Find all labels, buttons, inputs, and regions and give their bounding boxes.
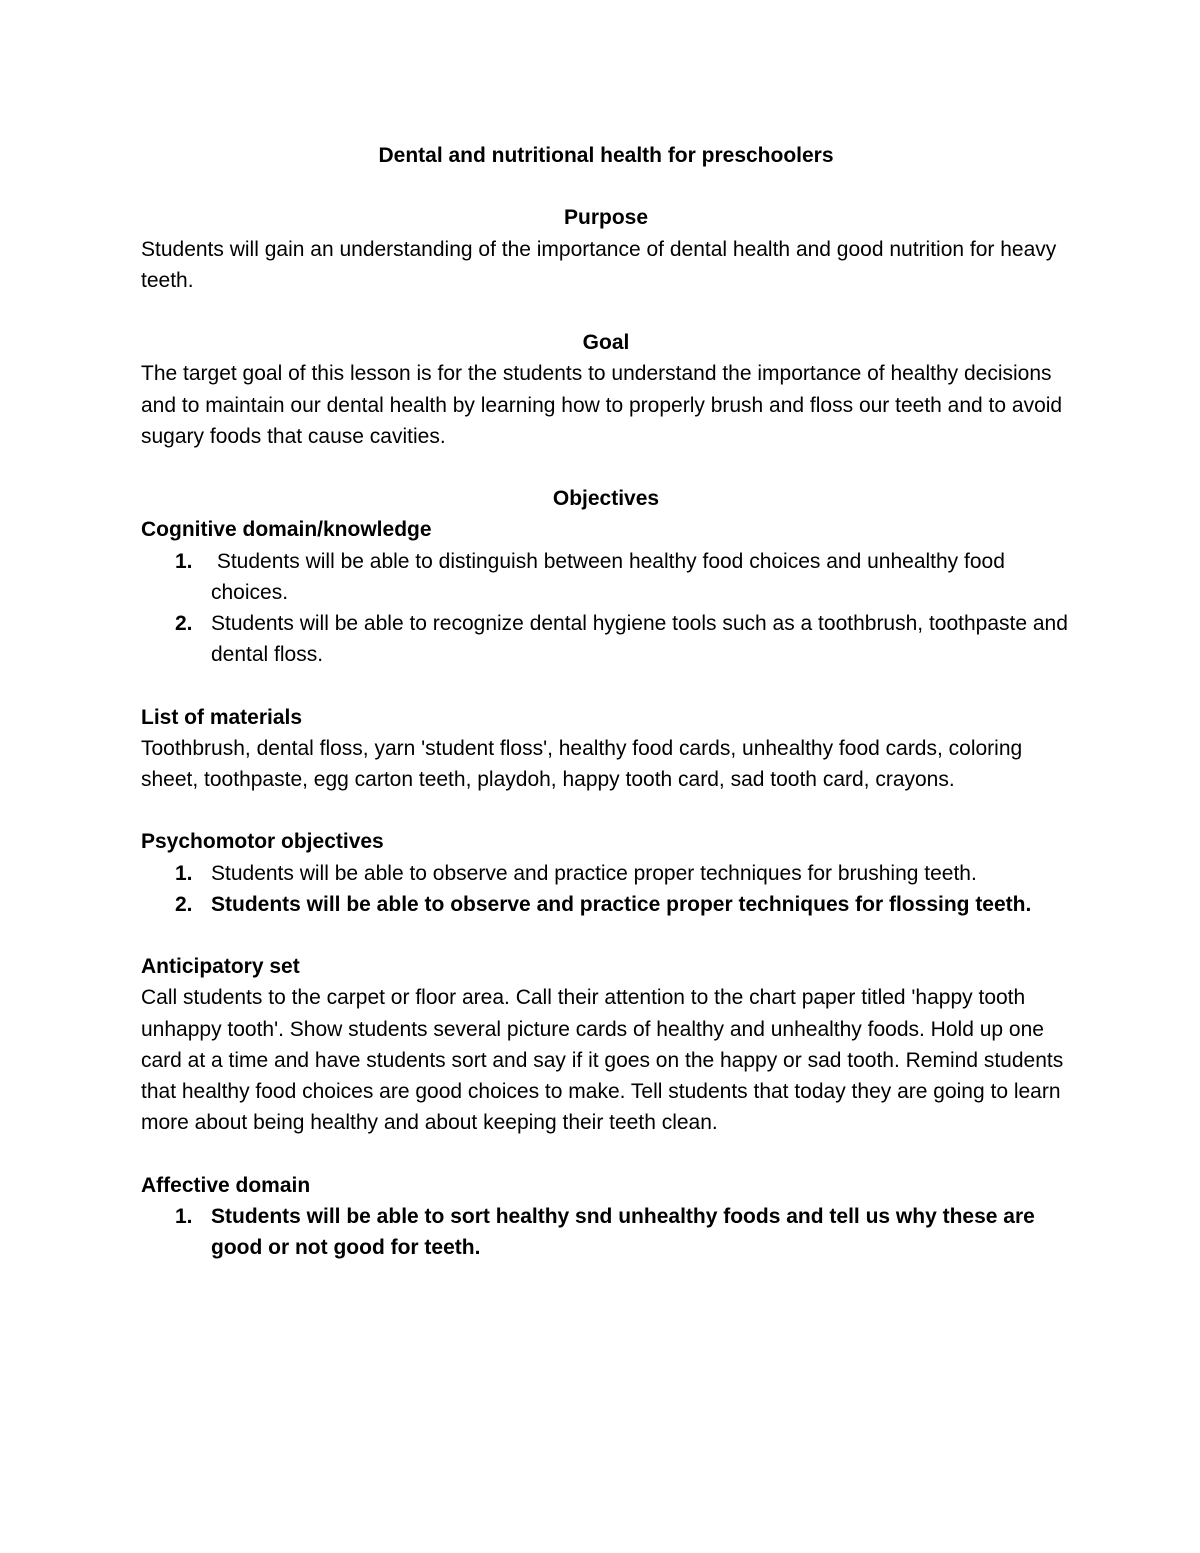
list-item — [141, 858, 1071, 889]
affective-heading: Affective domain — [141, 1173, 311, 1197]
list-item-text: Students will be able to distinguish between healthy food choices and unhealthy food choices. — [211, 549, 1011, 604]
goal-heading: Goal — [582, 331, 630, 355]
anticipatory-heading: Anticipatory set — [141, 955, 300, 979]
spacer — [141, 670, 1071, 701]
list-item-text: Students will be able to recognize dental hygiene tools such as a toothbrush, toothpaste and dental floss. — [211, 612, 1068, 667]
document-title: Dental and nutritional health for preschoolers — [378, 144, 834, 167]
purpose-heading: Purpose — [563, 206, 649, 230]
materials-heading: List of materials — [141, 705, 303, 729]
cognitive-list — [141, 546, 1071, 671]
list-item — [141, 889, 1071, 920]
document-content — [141, 140, 1071, 1263]
spacer — [141, 171, 1071, 202]
objectives-heading: Objectives — [552, 487, 660, 511]
spacer — [141, 795, 1071, 826]
list-item-text: Students will be able to observe and practice proper techniques for flossing teeth. — [211, 892, 1032, 916]
spacer — [141, 452, 1071, 483]
list-item — [141, 546, 1071, 608]
list-item-text: Students will be able to observe and practice proper techniques for brushing teeth. — [211, 861, 977, 885]
list-item — [141, 1201, 1071, 1263]
spacer — [141, 920, 1071, 951]
list-number: 2. — [175, 892, 193, 916]
list-number: 2. — [175, 612, 193, 635]
list-number: 1. — [175, 1204, 193, 1228]
list-number: 1. — [175, 861, 193, 885]
spacer — [141, 1138, 1071, 1169]
goal-text: The target goal of this lesson is for the students to understand the importance of healthy decisions and to maintain our dental health by learning how to properly brush and floss our teeth and to avoid sugary foods that cause cavities. — [141, 362, 1063, 448]
list-number: 1. — [175, 549, 193, 573]
list-item-text: Students will be able to sort healthy snd unhealthy foods and tell us why these are good or not good for teeth. — [211, 1204, 1035, 1259]
psychomotor-list — [141, 858, 1071, 920]
cognitive-heading: Cognitive domain/knowledge — [141, 518, 432, 542]
psychomotor-heading: Psychomotor objectives — [141, 830, 384, 854]
list-item — [141, 608, 1071, 670]
spacer — [141, 296, 1071, 327]
materials-text: Toothbrush, dental floss, yarn 'student floss', healthy food cards, unhealthy food cards, coloring sheet, toothpaste, egg carton teeth, playdoh, happy tooth card, sad tooth card, crayons. — [141, 736, 1023, 791]
affective-list — [141, 1201, 1071, 1263]
anticipatory-text: Call students to the carpet or floor area. Call their attention to the chart paper titled 'happy tooth unhappy tooth'. Show students several picture cards of healthy and unhealthy foods. Hold up one card at a time and have students sort and say if it goes on the happy or sad tooth. Remind students that healthy food choices are good choices to make. Tell students that today they are going to learn more about being healthy and about keeping their teeth clean. — [141, 986, 1064, 1135]
purpose-text: Students will gain an understanding of the importance of dental health and good nutrition for heavy teeth. — [141, 237, 1057, 292]
